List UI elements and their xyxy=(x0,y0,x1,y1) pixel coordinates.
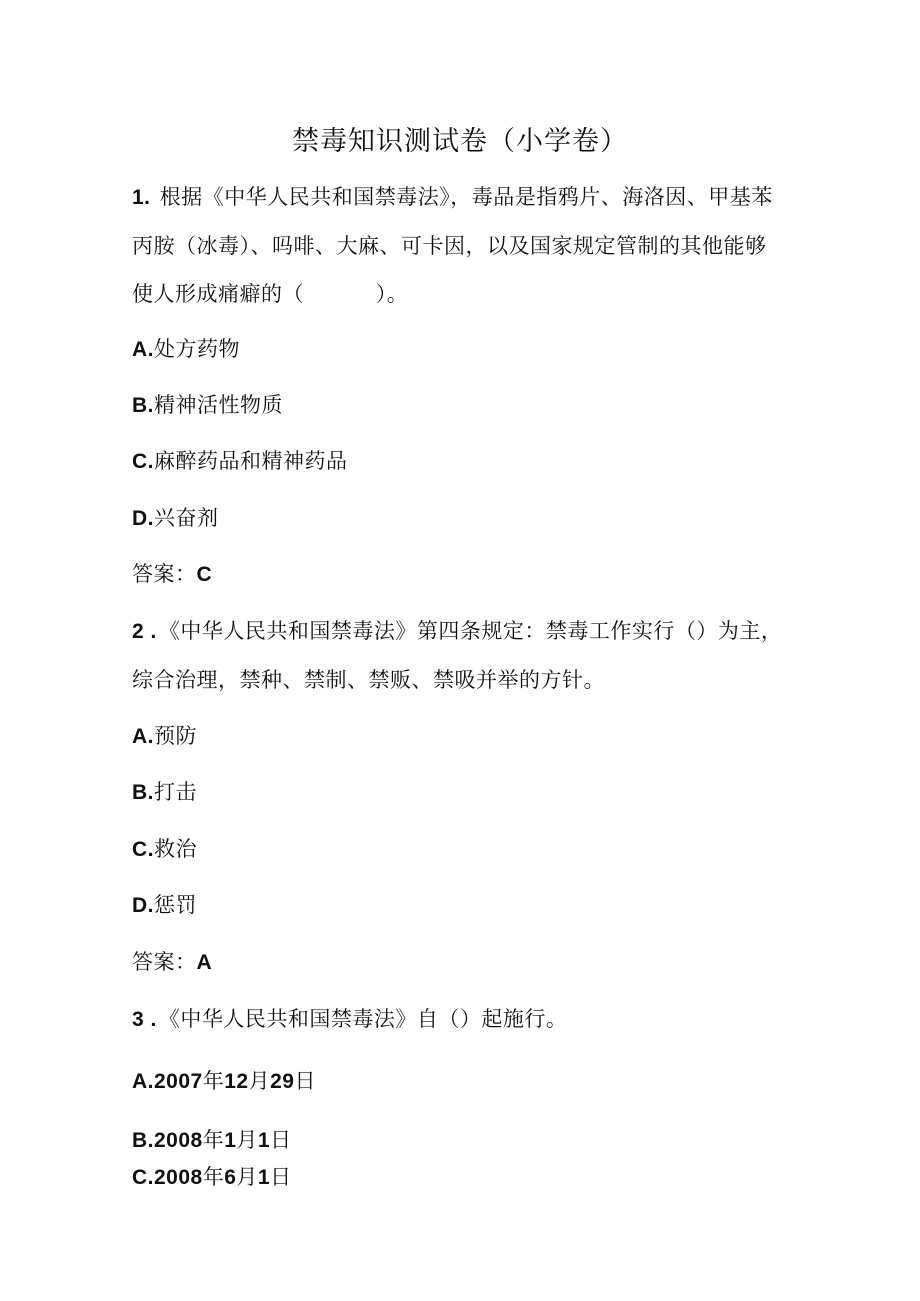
option-text: 精神活性物质 xyxy=(154,393,283,417)
option-text: 救治 xyxy=(154,837,197,861)
option-letter: B. xyxy=(132,1129,154,1152)
answer-label: 答案： xyxy=(132,950,197,974)
option-b xyxy=(132,776,197,809)
option-text: 兴奋剂 xyxy=(154,506,219,530)
month: 6 xyxy=(224,1166,237,1189)
answer-2 xyxy=(132,946,212,979)
option-c xyxy=(132,833,197,866)
option-letter: B. xyxy=(132,394,154,417)
answer-label: 答案： xyxy=(132,562,197,586)
year: 2007 xyxy=(154,1070,203,1093)
day-char: 日 xyxy=(270,1165,292,1189)
option-letter: C. xyxy=(132,450,154,473)
option-c xyxy=(132,445,348,478)
question-text: 《中华人民共和国禁毒法》自（）起施行。 xyxy=(158,1007,568,1031)
month: 12 xyxy=(224,1070,249,1093)
option-a xyxy=(132,1065,316,1098)
question-text: 根据《中华人民共和国禁毒法》，毒品是指鸦片、海洛因、甲基苯 xyxy=(159,185,773,209)
option-letter: C. xyxy=(132,838,154,861)
option-d xyxy=(132,502,219,535)
question-text: 《中华人民共和国禁毒法》第四条规定：禁毒工作实行（）为主， xyxy=(158,619,783,643)
option-text: 麻醉药品和精神药品 xyxy=(154,449,348,473)
question-1-line-2: 丙胺（冰毒）、吗啡、大麻、可卡因，以及国家规定管制的其他能够 xyxy=(132,234,767,258)
year: 2008 xyxy=(154,1129,203,1152)
answer-value: A xyxy=(196,951,213,974)
question-2-line-1 xyxy=(132,615,782,648)
option-b xyxy=(132,1124,292,1157)
option-letter: A. xyxy=(132,1070,154,1093)
question-1-line-1 xyxy=(132,181,773,214)
year-char: 年 xyxy=(202,1165,225,1189)
option-letter: A. xyxy=(132,725,154,748)
option-text: 处方药物 xyxy=(154,337,240,361)
month-char: 月 xyxy=(236,1128,258,1152)
month-char: 月 xyxy=(248,1069,271,1093)
month-char: 月 xyxy=(236,1165,258,1189)
year-char: 年 xyxy=(202,1069,225,1093)
option-text: 惩罚 xyxy=(154,893,197,917)
question-1-line-3: 使人形成痛癖的（ ）。 xyxy=(132,282,409,306)
day-char: 日 xyxy=(294,1069,316,1093)
option-a xyxy=(132,333,240,366)
answer-1 xyxy=(132,558,212,591)
option-letter: B. xyxy=(132,781,154,804)
answer-value: C xyxy=(196,563,213,586)
year-char: 年 xyxy=(202,1128,225,1152)
page-title: 禁毒知识测试卷（小学卷） xyxy=(292,126,628,157)
day: 1 xyxy=(257,1129,271,1152)
day: 29 xyxy=(270,1070,295,1093)
option-b xyxy=(132,389,283,422)
option-text: 打击 xyxy=(154,780,197,804)
option-letter: C. xyxy=(132,1166,154,1189)
option-letter: D. xyxy=(132,894,154,917)
question-number: 3 . xyxy=(132,1008,157,1031)
question-3-line-1 xyxy=(132,1003,567,1036)
option-text: 预防 xyxy=(154,724,197,748)
month: 1 xyxy=(224,1129,237,1152)
question-number: 2 . xyxy=(132,620,157,643)
option-d xyxy=(132,889,197,922)
question-2-line-2: 综合治理，禁种、禁制、禁贩、禁吸并举的方针。 xyxy=(132,668,605,692)
day-char: 日 xyxy=(270,1128,292,1152)
day: 1 xyxy=(257,1166,271,1189)
option-letter: D. xyxy=(132,507,154,530)
option-letter: A. xyxy=(132,338,154,361)
option-a xyxy=(132,720,197,753)
option-c xyxy=(132,1161,292,1194)
year: 2008 xyxy=(154,1166,203,1189)
question-number: 1. xyxy=(132,186,151,209)
